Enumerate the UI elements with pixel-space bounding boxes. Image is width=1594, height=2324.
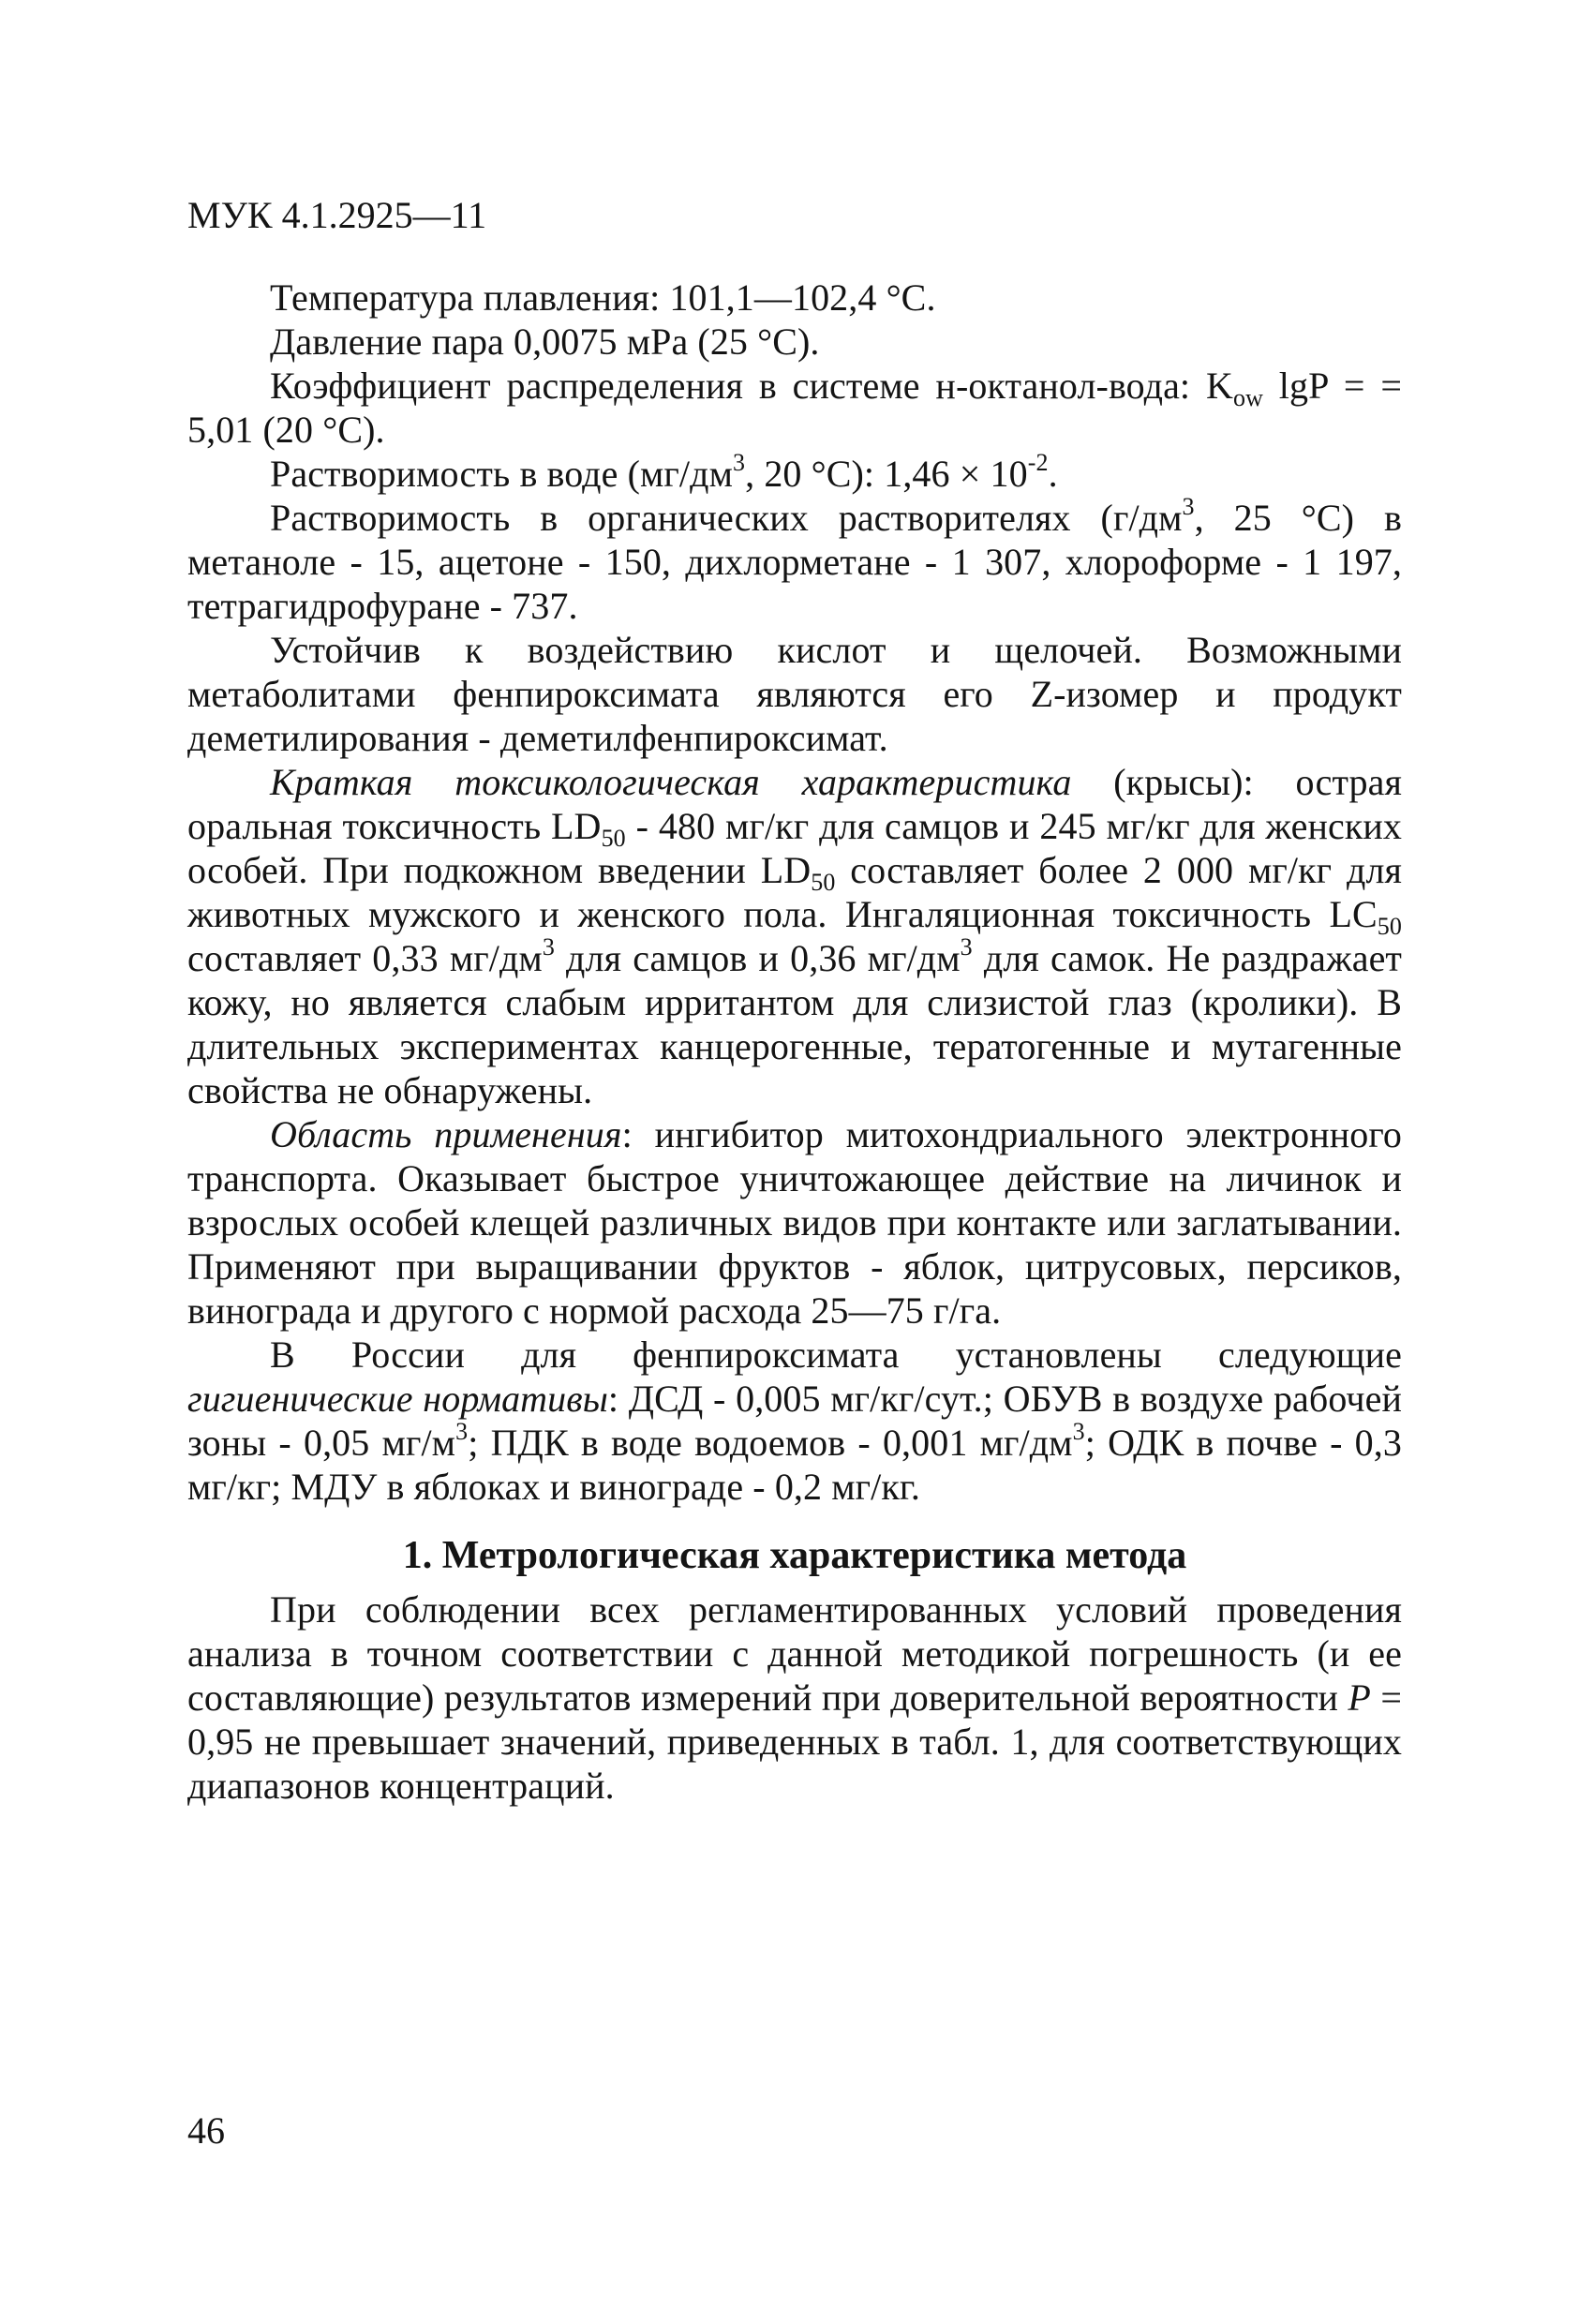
- probability-symbol: P: [1348, 1676, 1371, 1719]
- toxicology-paragraph: [187, 760, 1402, 1112]
- page-number: 46: [187, 2109, 225, 2152]
- vapor-pressure-line: Давление пара 0,0075 мРа (25 °С).: [270, 320, 820, 363]
- organic-solubility-text: Растворимость в органических растворителях (г/дм: [270, 497, 1183, 539]
- partition-coefficient-value: lgP = = 5,01 (20 °С).: [187, 365, 1402, 451]
- toxicology-text-2: - 480 мг/кг для самцов и 245 мг/кг для женских особей. При подкожном введении LD: [187, 805, 1402, 891]
- toxicology-text-6: для самок. Не раздражает кожу, но является слабым ирритантом для слизистой глаз (кролики). В длительных экспериментах канцерогенные, тератогенные и мутагенные свойства не обнаружены.: [187, 937, 1403, 1111]
- partition-coefficient-paragraph: [187, 364, 1402, 452]
- m3-superscript: 3: [455, 1418, 469, 1445]
- section-1-paragraph: [187, 1587, 1402, 1808]
- toxicology-text-4: составляет 0,33 мг/дм: [187, 937, 543, 979]
- water-solubility-text: Растворимость в воде (мг/дм: [270, 453, 734, 495]
- section-1-text-2: = 0,95 не превышает значений, приведенных в табл. 1, для соответствующих диапазонов концентраций.: [187, 1676, 1402, 1807]
- hygiene-text-2: : ДСД - 0,005 мг/кг/сут.; ОБУВ в воздухе рабочей зоны - 0,05 мг/м: [187, 1378, 1402, 1464]
- toxicology-text-5: для самцов и 0,36 мг/дм: [554, 937, 961, 979]
- organic-solubility-values: , 25 °С) в метаноле - 15, ацетоне - 150, дихлорметане - 1 307, хлороформе - 1 197, тетрагидрофуране - 737.: [187, 497, 1402, 627]
- water-solubility-period: .: [1048, 453, 1058, 495]
- dm3-superscript: 3: [960, 933, 973, 961]
- water-solubility-value: , 20 °С): 1,46 × 10: [745, 453, 1028, 495]
- hygiene-text-4: ; ОДК в почве - 0,3 мг/кг; МДУ в яблоках и винограде - 0,2 мг/кг.: [187, 1422, 1402, 1508]
- section-1-text-1: При соблюдении всех регламентированных условий проведения анализа в точном соответствии с данной методикой погрешность (и ее составляющие) результатов измерений при доверительной вероятности: [187, 1588, 1402, 1719]
- stability-paragraph: Устойчив к воздействию кислот и щелочей. Возможными метаболитами фенпироксимата являются его Z-изомер и продукт деметилирования - деметилфенпироксимат.: [187, 629, 1402, 759]
- toxicology-text-3: составляет более 2 000 мг/кг для животных мужского и женского пола. Ингаляционная токсичность LC: [187, 849, 1403, 935]
- section-heading: 1. Метрологическая характеристика метода: [402, 1534, 1187, 1577]
- hygiene-label: гигиенические нормативы: [187, 1378, 608, 1420]
- application-text: : ингибитор митохондриального электронного транспорта. Оказывает быстрое уничтожающее действие на личинок и взрослых особей клещей различных видов при контакте или заглатывании. Применяют при выращивании фруктов - яблок, цитрусовых, персиков, винограда и другого с нормой расхода 25—75 г/га.: [187, 1113, 1402, 1332]
- kow-subscript: ow: [1232, 384, 1263, 411]
- dm3-superscript: 3: [1182, 493, 1195, 520]
- toxicology-text-1: (крысы): острая оральная токсичность LD: [187, 761, 1402, 847]
- hygiene-text-3: ; ПДК в воде водоемов - 0,001 мг/дм: [468, 1422, 1073, 1464]
- water-solubility-line: [187, 449, 1402, 496]
- dm3-superscript: 3: [733, 449, 746, 476]
- application-label: Область применения: [270, 1113, 622, 1155]
- document-code-header: МУК 4.1.2925—11: [187, 194, 487, 236]
- dm3-superscript: 3: [1072, 1418, 1085, 1445]
- melting-point-line: Температура плавления: 101,1—102,4 °С.: [270, 276, 936, 319]
- lc50-subscript: 50: [1377, 913, 1402, 940]
- exponent-superscript: -2: [1027, 449, 1049, 476]
- toxicology-label: Краткая токсикологическая характеристика: [270, 761, 1072, 803]
- hygiene-standards-paragraph: [187, 1333, 1402, 1509]
- organic-solubility-paragraph: [187, 493, 1402, 628]
- hygiene-text-1: В России для фенпироксимата установлены следующие: [270, 1333, 1402, 1376]
- application-paragraph: [187, 1112, 1402, 1333]
- body-text: [187, 276, 1402, 1808]
- dm3-superscript: 3: [542, 933, 555, 961]
- ld50-subscript: 50: [811, 869, 836, 896]
- partition-coefficient-text: Коэффициент распределения в системе н-октанол-вода: K: [270, 365, 1233, 407]
- ld50-subscript: 50: [601, 825, 626, 852]
